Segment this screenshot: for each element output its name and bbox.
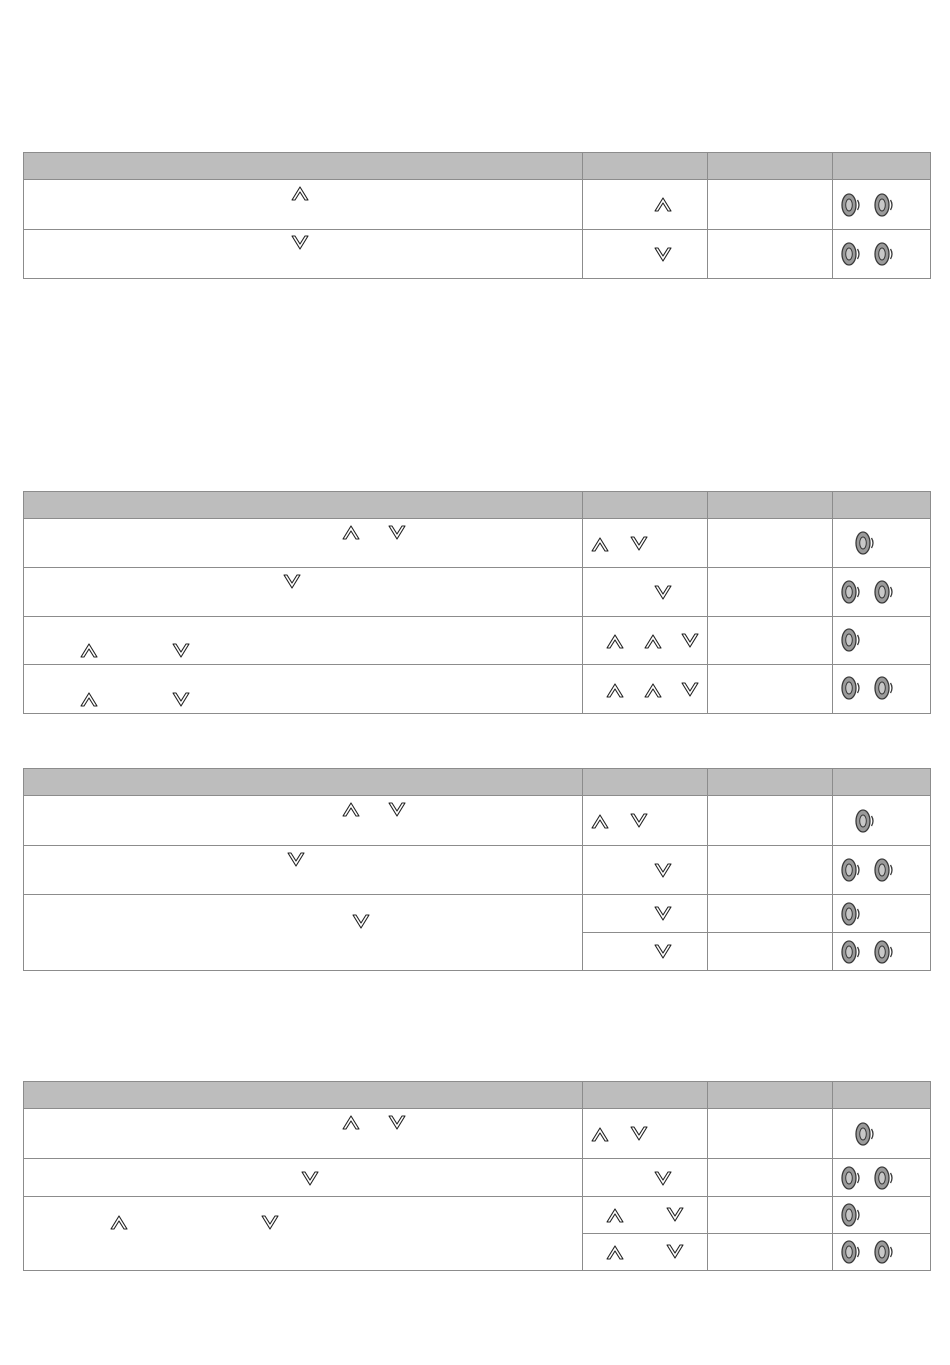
beep-cell [833,1109,931,1159]
empty-cell [708,796,833,846]
button-cell [583,665,708,714]
speaker-beep-icon [854,530,876,556]
empty-cell [708,895,833,933]
header-cell [24,1082,583,1109]
table-header [24,769,931,796]
description-cell [24,230,583,279]
speaker-beep-icon [840,675,862,701]
chevron-up-icon [290,185,310,202]
header-cell [708,769,833,796]
speaker-beep-icon [873,1239,895,1265]
speaker-beep-icon [840,1239,862,1265]
header-cell [583,153,708,180]
description-cell [24,665,583,714]
header-cell [583,1082,708,1109]
table-4 [23,1081,931,1271]
chevron-up-icon [605,1244,625,1261]
chevron-up-icon [643,682,663,699]
chevron-up-icon [341,1114,361,1131]
chevron-down-icon [387,801,407,818]
table-row [24,1159,931,1197]
description-cell [24,1159,583,1197]
beep-cell [833,519,931,568]
chevron-up-icon [341,801,361,818]
header-cell [583,492,708,519]
chevron-up-icon [605,1207,625,1224]
speaker-beep-icon [873,579,895,605]
chevron-down-icon [629,1125,649,1142]
chevron-down-icon [653,246,673,263]
button-cell [583,1197,708,1234]
chevron-down-icon [653,943,673,960]
header-cell [833,1082,931,1109]
chevron-up-icon [79,691,99,708]
speaker-beep-icon [840,1202,862,1228]
table-2 [23,491,931,714]
chevron-up-icon [605,682,625,699]
chevron-down-icon [665,1243,685,1260]
empty-cell [708,1234,833,1271]
chevron-down-icon [653,584,673,601]
button-cell [583,1159,708,1197]
chevron-down-icon [653,862,673,879]
speaker-beep-icon [854,808,876,834]
speaker-beep-icon [840,192,862,218]
chevron-down-icon [171,642,191,659]
chevron-up-icon [605,633,625,650]
header-cell [708,492,833,519]
description-cell [24,796,583,846]
table-row [24,230,931,279]
beep-cell [833,180,931,230]
speaker-beep-icon [873,192,895,218]
chevron-up-icon [590,813,610,830]
beep-cell [833,1159,931,1197]
beep-cell [833,230,931,279]
button-cell [583,180,708,230]
header-cell [583,769,708,796]
header-cell [24,492,583,519]
chevron-up-icon [79,642,99,659]
speaker-beep-icon [840,579,862,605]
button-cell [583,1234,708,1271]
table-header [24,153,931,180]
header-cell [833,769,931,796]
chevron-down-icon [387,524,407,541]
description-cell [24,895,583,971]
button-cell [583,933,708,971]
speaker-beep-icon [840,901,862,927]
table-1 [23,152,931,279]
header-cell [24,153,583,180]
button-cell [583,519,708,568]
button-cell [583,895,708,933]
table-row [24,568,931,617]
speaker-beep-icon [840,241,862,267]
empty-cell [708,1159,833,1197]
empty-cell [708,1197,833,1234]
beep-cell [833,895,931,933]
chevron-down-icon [171,691,191,708]
button-cell [583,846,708,895]
speaker-beep-icon [873,939,895,965]
chevron-up-icon [341,524,361,541]
speaker-beep-icon [854,1121,876,1147]
button-cell [583,1109,708,1159]
chevron-down-icon [629,812,649,829]
chevron-up-icon [653,196,673,213]
beep-cell [833,796,931,846]
header-cell [708,1082,833,1109]
speaker-beep-icon [873,241,895,267]
header-cell [708,153,833,180]
chevron-down-icon [653,905,673,922]
table-3 [23,768,931,971]
table-header [24,492,931,519]
beep-cell [833,665,931,714]
chevron-down-icon [286,851,306,868]
table-row [24,519,931,568]
chevron-up-icon [643,633,663,650]
beep-cell [833,846,931,895]
empty-cell [708,568,833,617]
button-cell [583,230,708,279]
header-cell [833,153,931,180]
table-row [24,617,931,665]
empty-cell [708,1109,833,1159]
empty-cell [708,846,833,895]
beep-cell [833,568,931,617]
description-cell [24,846,583,895]
description-cell [24,1197,583,1271]
speaker-beep-icon [840,857,862,883]
description-cell [24,1109,583,1159]
button-cell [583,617,708,665]
description-cell [24,519,583,568]
table-row [24,796,931,846]
chevron-down-icon [629,535,649,552]
empty-cell [708,617,833,665]
description-cell [24,568,583,617]
description-cell [24,617,583,665]
beep-cell [833,617,931,665]
empty-cell [708,519,833,568]
table-row [24,180,931,230]
beep-cell [833,1234,931,1271]
table-row [24,895,931,933]
speaker-beep-icon [840,939,862,965]
chevron-up-icon [590,1126,610,1143]
speaker-beep-icon [873,857,895,883]
empty-cell [708,180,833,230]
table-row [24,846,931,895]
table-header [24,1082,931,1109]
chevron-down-icon [351,913,371,930]
chevron-down-icon [300,1170,320,1187]
empty-cell [708,665,833,714]
speaker-beep-icon [840,627,862,653]
header-cell [833,492,931,519]
chevron-up-icon [109,1214,129,1231]
button-cell [583,568,708,617]
description-cell [24,180,583,230]
table-row [24,1197,931,1234]
chevron-down-icon [680,632,700,649]
chevron-down-icon [665,1206,685,1223]
chevron-down-icon [387,1114,407,1131]
empty-cell [708,933,833,971]
button-cell [583,796,708,846]
table-row [24,1109,931,1159]
speaker-beep-icon [840,1165,862,1191]
chevron-down-icon [680,681,700,698]
beep-cell [833,1197,931,1234]
beep-cell [833,933,931,971]
chevron-down-icon [290,234,310,251]
speaker-beep-icon [873,675,895,701]
chevron-down-icon [282,573,302,590]
chevron-down-icon [653,1170,673,1187]
speaker-beep-icon [873,1165,895,1191]
header-cell [24,769,583,796]
chevron-down-icon [260,1214,280,1231]
chevron-up-icon [590,536,610,553]
empty-cell [708,230,833,279]
table-row [24,665,931,714]
